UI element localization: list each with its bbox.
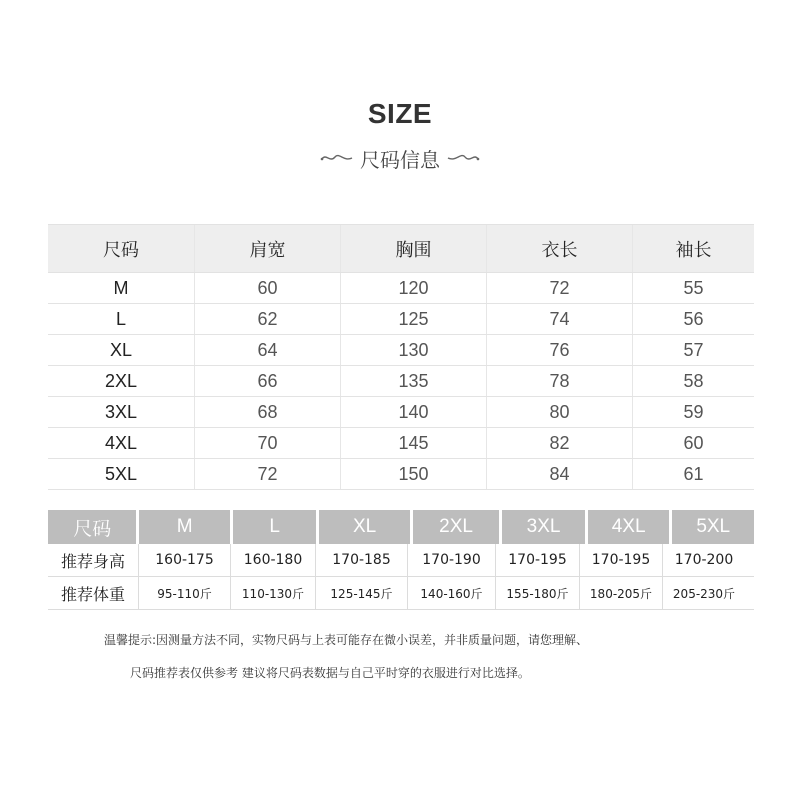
header-chest: 胸围: [340, 225, 486, 272]
recommend-table-header: [48, 510, 754, 544]
rec-header-3xl: 3XL: [502, 510, 585, 544]
height-cell: 160-175: [138, 544, 230, 576]
shoulder-cell: 66: [194, 366, 340, 396]
header-shoulder: 肩宽: [194, 225, 340, 272]
size-cell: L: [115, 308, 126, 329]
table-row: [48, 304, 754, 335]
shoulder-cell: 70: [194, 428, 340, 458]
chest-cell: 140: [340, 397, 486, 427]
height-cell: 170-190: [407, 544, 495, 576]
chest-cell: 120: [340, 273, 486, 303]
length-cell: 72: [486, 273, 632, 303]
flourish-left-icon: [320, 151, 354, 165]
shoulder-cell: 60: [194, 273, 340, 303]
length-cell: 84: [486, 459, 632, 489]
height-row: [48, 544, 754, 577]
shoulder-cell: 64: [194, 335, 340, 365]
sleeve-cell: 59: [632, 397, 754, 427]
chest-cell: 135: [340, 366, 486, 396]
length-cell: 78: [486, 366, 632, 396]
header-length: 衣长: [486, 225, 632, 272]
rec-header-4xl: 4XL: [588, 510, 670, 544]
weight-cell: 95-110斤: [138, 577, 230, 609]
height-cell: 170-200: [662, 544, 745, 576]
shoulder-cell: 68: [194, 397, 340, 427]
size-table-header: [48, 224, 754, 273]
sleeve-cell: 55: [632, 273, 754, 303]
header-size: 尺码: [103, 239, 139, 261]
length-cell: 80: [486, 397, 632, 427]
weight-cell: 125-145斤: [315, 577, 407, 609]
height-cell: 170-185: [315, 544, 407, 576]
page-title: SIZE: [367, 98, 433, 129]
subtitle-text: 尺码信息: [360, 147, 440, 172]
table-row: [48, 335, 754, 366]
shoulder-cell: 62: [194, 304, 340, 334]
table-row: [48, 459, 754, 490]
size-cell: 2XL: [104, 370, 138, 391]
weight-cell: 110-130斤: [230, 577, 315, 609]
size-cell: 4XL: [104, 432, 138, 453]
table-row: [48, 397, 754, 428]
rec-header-5xl: 5XL: [672, 510, 754, 544]
size-table: [48, 224, 754, 490]
table-row: [48, 366, 754, 397]
subtitle: [0, 142, 800, 174]
chest-cell: 150: [340, 459, 486, 489]
rec-header-xl: XL: [319, 510, 409, 544]
sleeve-cell: 56: [632, 304, 754, 334]
chest-cell: 125: [340, 304, 486, 334]
reference-note: 尺码推荐表仅供参考 建议将尺码表数据与自己平时穿的衣服进行对比选择。: [130, 666, 530, 680]
weight-row: [48, 577, 754, 610]
weight-cell: 205-230斤: [662, 577, 745, 609]
rec-header-m: M: [139, 510, 229, 544]
sleeve-cell: 57: [632, 335, 754, 365]
weight-cell: 155-180斤: [495, 577, 579, 609]
size-cell: M: [113, 277, 129, 298]
length-cell: 76: [486, 335, 632, 365]
height-cell: 170-195: [495, 544, 579, 576]
rec-header-l: L: [233, 510, 317, 544]
height-cell: 170-195: [579, 544, 662, 576]
recommend-table: [48, 510, 754, 610]
chest-cell: 145: [340, 428, 486, 458]
size-cell: 5XL: [104, 463, 138, 484]
length-cell: 74: [486, 304, 632, 334]
chest-cell: 130: [340, 335, 486, 365]
size-cell: XL: [109, 339, 133, 360]
height-label: 推荐身高: [60, 551, 125, 571]
rec-header-size: 尺码: [48, 510, 136, 544]
sleeve-cell: 58: [632, 366, 754, 396]
weight-cell: 140-160斤: [407, 577, 495, 609]
height-cell: 160-180: [230, 544, 315, 576]
tip-note: 温馨提示:因测量方法不同，实物尺码与上表可能存在微小误差，并非质量问题，请您理解、: [104, 633, 589, 647]
flourish-right-icon: [446, 151, 480, 165]
weight-label: 推荐体重: [60, 584, 125, 604]
weight-cell: 180-205斤: [579, 577, 662, 609]
table-row: [48, 428, 754, 459]
sleeve-cell: 60: [632, 428, 754, 458]
rec-header-2xl: 2XL: [413, 510, 499, 544]
sleeve-cell: 61: [632, 459, 754, 489]
header-sleeve: 袖长: [632, 225, 754, 272]
shoulder-cell: 72: [194, 459, 340, 489]
table-row: [48, 273, 754, 304]
size-cell: 3XL: [104, 401, 138, 422]
length-cell: 82: [486, 428, 632, 458]
